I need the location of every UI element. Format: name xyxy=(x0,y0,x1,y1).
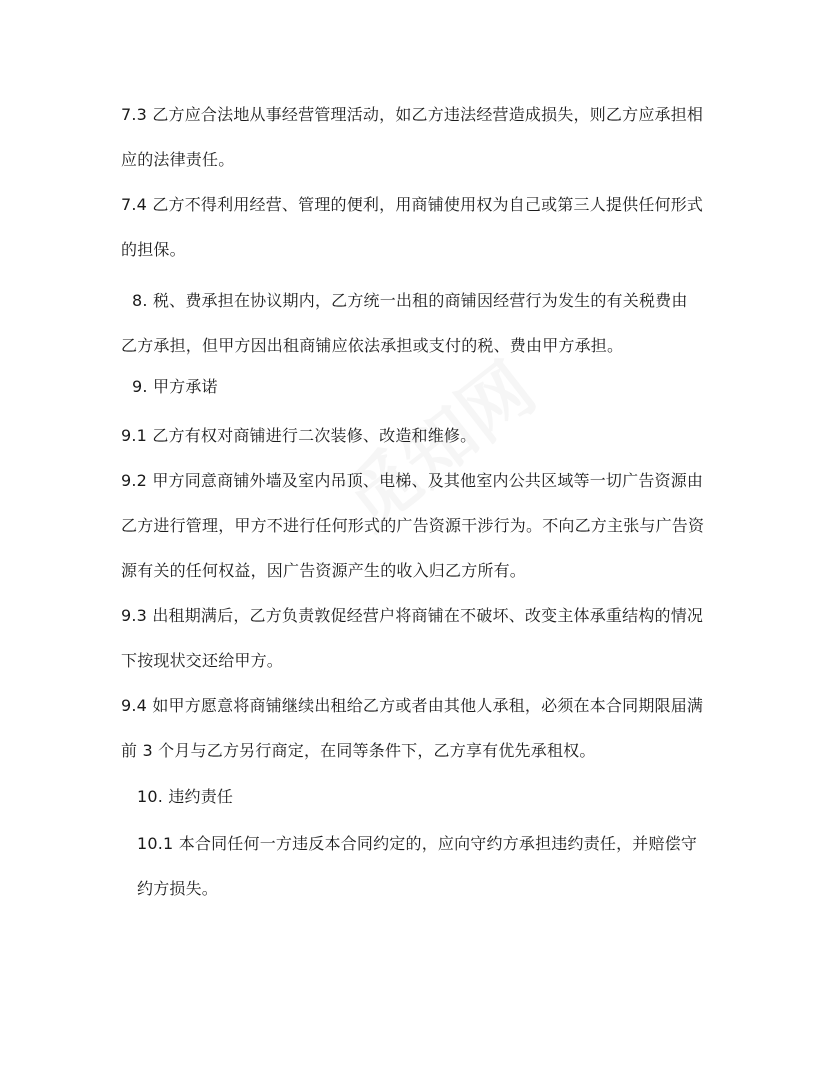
text-line: 9. 甲方承诺 xyxy=(132,377,218,396)
text-line: 的担保。 xyxy=(121,240,186,259)
text-line: 源有关的任何权益，因广告资源产生的收入归乙方所有。 xyxy=(121,561,527,580)
text-line: 9.3 出租期满后，乙方负责敦促经营户将商铺在不破坏、改变主体承重结构的情况 xyxy=(121,606,704,625)
text-line: 乙方承担，但甲方因出租商铺应依法承担或支付的税、费由甲方承担。 xyxy=(121,336,624,355)
text-line: 应的法律责任。 xyxy=(121,150,235,169)
text-line: 9.4 如甲方愿意将商铺继续出租给乙方或者由其他人承租，必须在本合同期限届满 xyxy=(121,696,704,715)
text-line: 10.1 本合同任何一方违反本合同约定的，应向守约方承担违约责任，并赔偿守 xyxy=(137,834,698,853)
text-line: 7.3 乙方应合法地从事经营管理活动，如乙方违法经营造成损失，则乙方应承担相 xyxy=(121,105,704,124)
text-line: 7.4 乙方不得利用经营、管理的便利，用商铺使用权为自己或第三人提供任何形式 xyxy=(121,195,704,214)
text-line: 下按现状交还给甲方。 xyxy=(121,651,284,670)
text-line: 前 3 个月与乙方另行商定，在同等条件下，乙方享有优先承租权。 xyxy=(121,741,596,760)
text-line: 9.2 甲方同意商铺外墙及室内吊顶、电梯、及其他室内公共区域等一切广告资源由 xyxy=(121,471,704,490)
text-line: 9.1 乙方有权对商铺进行二次装修、改造和维修。 xyxy=(121,426,477,445)
text-line: 10. 违约责任 xyxy=(137,787,234,806)
text-line: 乙方进行管理，甲方不进行任何形式的广告资源干涉行为。不向乙方主张与广告资 xyxy=(121,516,705,535)
text-line: 约方损失。 xyxy=(137,879,219,898)
text-line: 8. 税、费承担在协议期内，乙方统一出租的商铺因经营行为发生的有关税费由 xyxy=(132,291,688,310)
